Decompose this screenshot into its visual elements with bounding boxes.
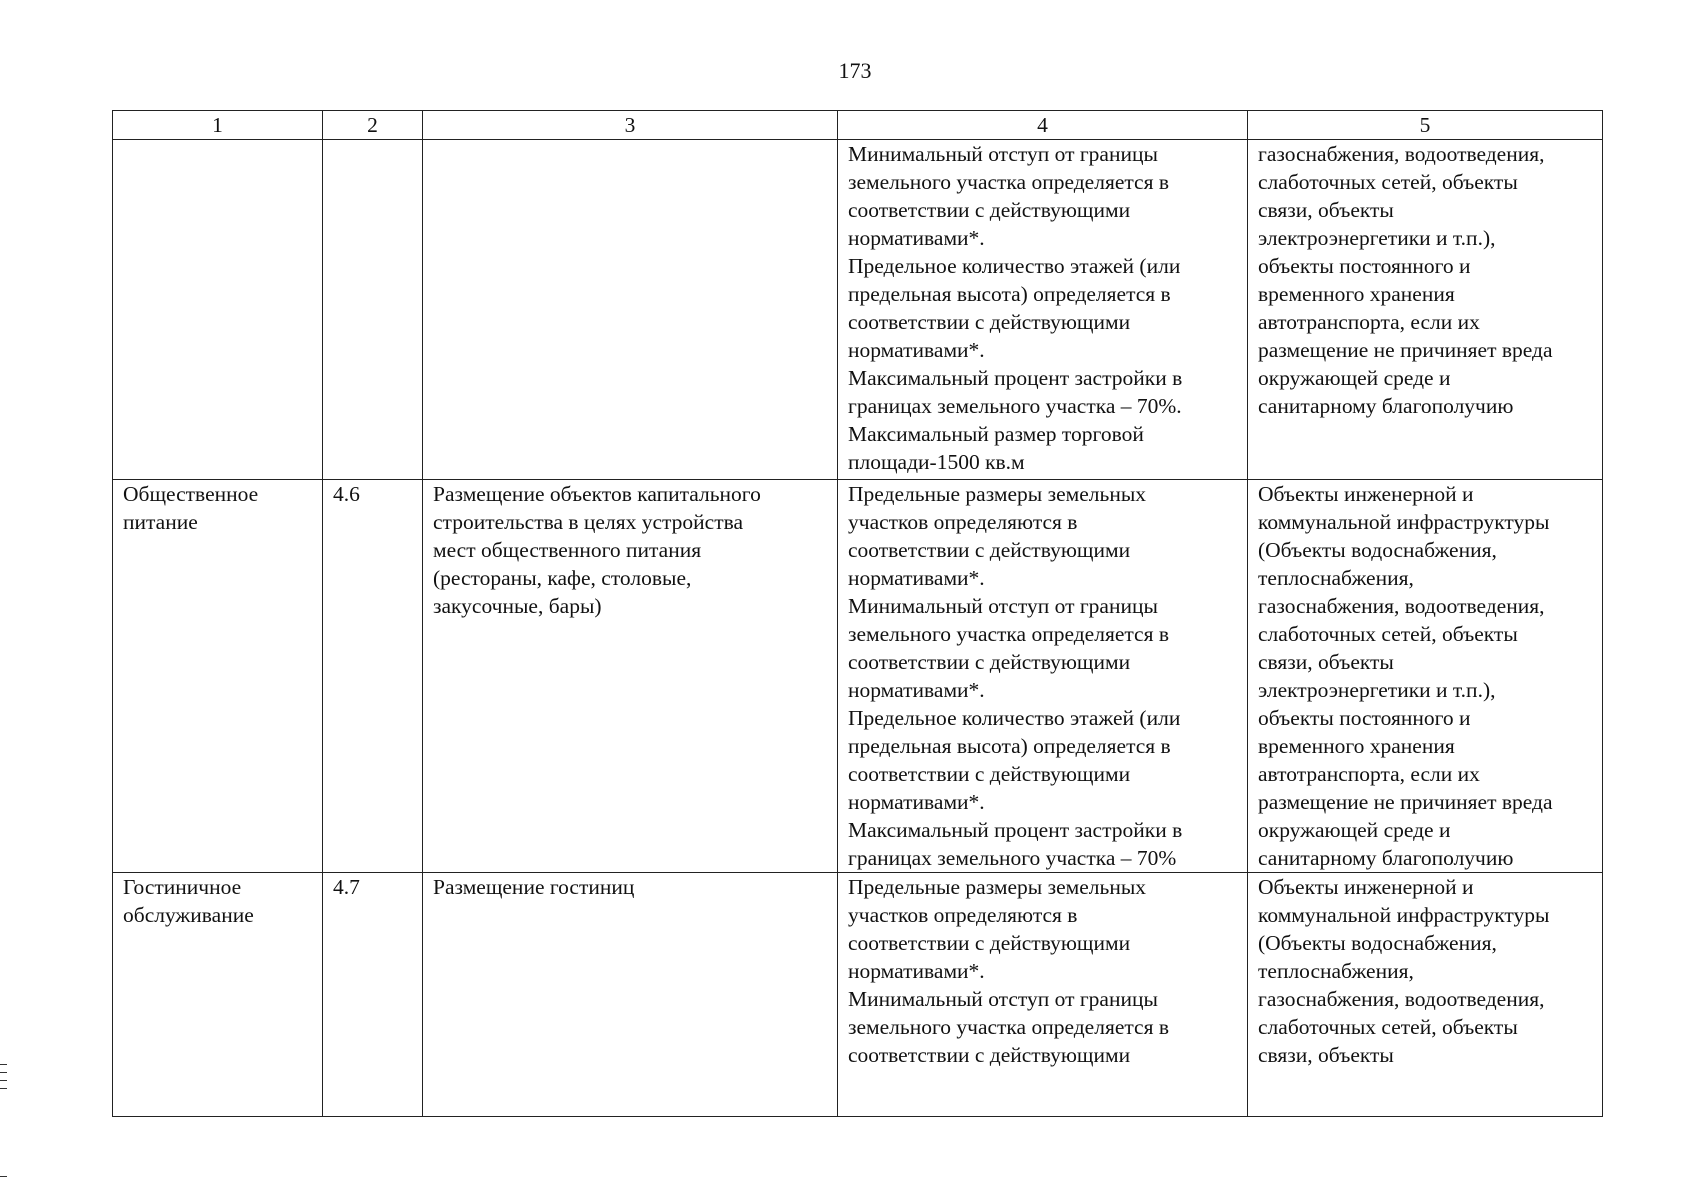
cell-text-line: объекты постоянного и bbox=[1258, 706, 1471, 730]
header-row bbox=[113, 111, 1603, 140]
cell-text: 4.7 bbox=[333, 875, 360, 899]
cell-text-line: связи, объекты bbox=[1258, 1043, 1394, 1067]
cell-text-line: связи, объекты bbox=[1258, 198, 1394, 222]
cell-text-line: границах земельного участка – 70%. bbox=[848, 394, 1182, 418]
cell-text-line: автотранспорта, если их bbox=[1258, 310, 1480, 334]
code-cell bbox=[323, 140, 423, 480]
cell-text-line: окружающей среде и bbox=[1258, 366, 1451, 390]
cell-text-line: нормативами*. bbox=[848, 678, 985, 702]
cell-text-line: предельная высота) определяется в bbox=[848, 734, 1171, 758]
header-col-4: 4 bbox=[838, 111, 1248, 140]
cell-text-line: Минимальный отступ от границы bbox=[848, 594, 1158, 618]
cell-text-line: соответствии с действующими bbox=[848, 310, 1131, 334]
cell-text-line: Объекты инженерной и bbox=[1258, 482, 1474, 506]
cell-text-line: участков определяются в bbox=[848, 510, 1078, 534]
cell-text-line: земельного участка определяется в bbox=[848, 622, 1169, 646]
cell-text-line: соответствии с действующими bbox=[848, 931, 1131, 955]
scan-edge-mark bbox=[0, 1088, 7, 1089]
regulations-table bbox=[112, 110, 1603, 1117]
cell-text-line: обслуживание bbox=[123, 903, 254, 927]
cell-text-line: Общественное bbox=[123, 482, 259, 506]
cell-text-line: Размещение гостиниц bbox=[433, 875, 635, 899]
table-row bbox=[113, 873, 1603, 1117]
auxiliary-cell bbox=[1248, 873, 1603, 1117]
cell-text-line: (Объекты водоснабжения, bbox=[1258, 931, 1497, 955]
cell-text-line: санитарному благополучию bbox=[1258, 394, 1514, 418]
type-name-cell bbox=[113, 873, 323, 1117]
cell-text-line: нормативами*. bbox=[848, 566, 985, 590]
cell-text-line: предельная высота) определяется в bbox=[848, 282, 1171, 306]
cell-text-line: Предельные размеры земельных bbox=[848, 482, 1147, 506]
code-cell bbox=[323, 480, 423, 873]
cell-text-line: строительства в целях устройства bbox=[433, 510, 744, 534]
cell-text-line: санитарному благополучию bbox=[1258, 846, 1514, 870]
cell-text: 4.6 bbox=[333, 482, 360, 506]
cell-text-line: временного хранения bbox=[1258, 282, 1455, 306]
cell-text-line: газоснабжения, водоотведения, bbox=[1258, 594, 1545, 618]
cell-text-line: нормативами*. bbox=[848, 338, 985, 362]
header-col-5: 5 bbox=[1248, 111, 1603, 140]
scan-edge-mark bbox=[0, 1176, 7, 1177]
cell-text-line: Минимальный отступ от границы bbox=[848, 987, 1158, 1011]
cell-text-line: электроэнергетики и т.п.), bbox=[1258, 226, 1496, 250]
cell-text-line: земельного участка определяется в bbox=[848, 1015, 1169, 1039]
cell-text-line: Объекты инженерной и bbox=[1258, 875, 1474, 899]
scan-edge-mark bbox=[0, 1064, 7, 1065]
cell-text-line: размещение не причиняет вреда bbox=[1258, 338, 1553, 362]
cell-text-line: соответствии с действующими bbox=[848, 1043, 1131, 1067]
cell-text-line: соответствии с действующими bbox=[848, 762, 1131, 786]
cell-text-line: временного хранения bbox=[1258, 734, 1455, 758]
type-name-cell bbox=[113, 140, 323, 480]
header-col-1: 1 bbox=[113, 111, 323, 140]
cell-text-line: границах земельного участка – 70% bbox=[848, 846, 1177, 870]
cell-text-line: (рестораны, кафе, столовые, bbox=[433, 566, 692, 590]
cell-text-line: соответствии с действующими bbox=[848, 198, 1131, 222]
cell-text-line: Предельные размеры земельных bbox=[848, 875, 1147, 899]
cell-text-line: газоснабжения, водоотведения, bbox=[1258, 142, 1545, 166]
type-name-cell bbox=[113, 480, 323, 873]
cell-text-line: нормативами*. bbox=[848, 959, 985, 983]
cell-text-line: (Объекты водоснабжения, bbox=[1258, 538, 1497, 562]
cell-text-line: слаботочных сетей, объекты bbox=[1258, 170, 1518, 194]
cell-text-line: окружающей среде и bbox=[1258, 818, 1451, 842]
cell-text-line: мест общественного питания bbox=[433, 538, 702, 562]
cell-text-line: Максимальный размер торговой bbox=[848, 422, 1144, 446]
cell-text-line: Гостиничное bbox=[123, 875, 242, 899]
cell-text-line: площади-1500 кв.м bbox=[848, 450, 1025, 474]
cell-text-line: слаботочных сетей, объекты bbox=[1258, 1015, 1518, 1039]
cell-text-line: коммунальной инфраструктуры bbox=[1258, 510, 1550, 534]
scan-edge-mark bbox=[0, 1072, 7, 1073]
cell-text-line: теплоснабжения, bbox=[1258, 566, 1414, 590]
cell-text-line: нормативами*. bbox=[848, 790, 985, 814]
cell-text-line: объекты постоянного и bbox=[1258, 254, 1471, 278]
cell-text-line: Предельное количество этажей (или bbox=[848, 254, 1181, 278]
description-cell bbox=[423, 873, 838, 1117]
cell-text-line: нормативами*. bbox=[848, 226, 985, 250]
table-row bbox=[113, 480, 1603, 873]
auxiliary-cell bbox=[1248, 480, 1603, 873]
scan-edge-mark bbox=[0, 1080, 7, 1081]
header-col-3: 3 bbox=[423, 111, 838, 140]
code-cell bbox=[323, 873, 423, 1117]
cell-text-line: размещение не причиняет вреда bbox=[1258, 790, 1553, 814]
parameters-cell bbox=[838, 140, 1248, 480]
cell-text-line: земельного участка определяется в bbox=[848, 170, 1169, 194]
cell-text-line: питание bbox=[123, 510, 198, 534]
cell-text-line: Минимальный отступ от границы bbox=[848, 142, 1158, 166]
cell-text-line: теплоснабжения, bbox=[1258, 959, 1414, 983]
cell-text-line: соответствии с действующими bbox=[848, 538, 1131, 562]
cell-text-line: автотранспорта, если их bbox=[1258, 762, 1480, 786]
table-row bbox=[113, 140, 1603, 480]
parameters-cell bbox=[838, 480, 1248, 873]
cell-text-line: Предельное количество этажей (или bbox=[848, 706, 1181, 730]
cell-text-line: участков определяются в bbox=[848, 903, 1078, 927]
cell-text-line: закусочные, бары) bbox=[433, 594, 602, 618]
auxiliary-cell bbox=[1248, 140, 1603, 480]
cell-text-line: электроэнергетики и т.п.), bbox=[1258, 678, 1496, 702]
description-cell bbox=[423, 480, 838, 873]
cell-text-line: связи, объекты bbox=[1258, 650, 1394, 674]
parameters-cell bbox=[838, 873, 1248, 1117]
description-cell bbox=[423, 140, 838, 480]
cell-text-line: коммунальной инфраструктуры bbox=[1258, 903, 1550, 927]
cell-text-line: Максимальный процент застройки в bbox=[848, 818, 1183, 842]
cell-text-line: Размещение объектов капитального bbox=[433, 482, 761, 506]
cell-text-line: слаботочных сетей, объекты bbox=[1258, 622, 1518, 646]
header-col-2: 2 bbox=[323, 111, 423, 140]
cell-text-line: газоснабжения, водоотведения, bbox=[1258, 987, 1545, 1011]
cell-text-line: Максимальный процент застройки в bbox=[848, 366, 1183, 390]
cell-text-line: соответствии с действующими bbox=[848, 650, 1131, 674]
page-number: 173 bbox=[838, 58, 872, 83]
